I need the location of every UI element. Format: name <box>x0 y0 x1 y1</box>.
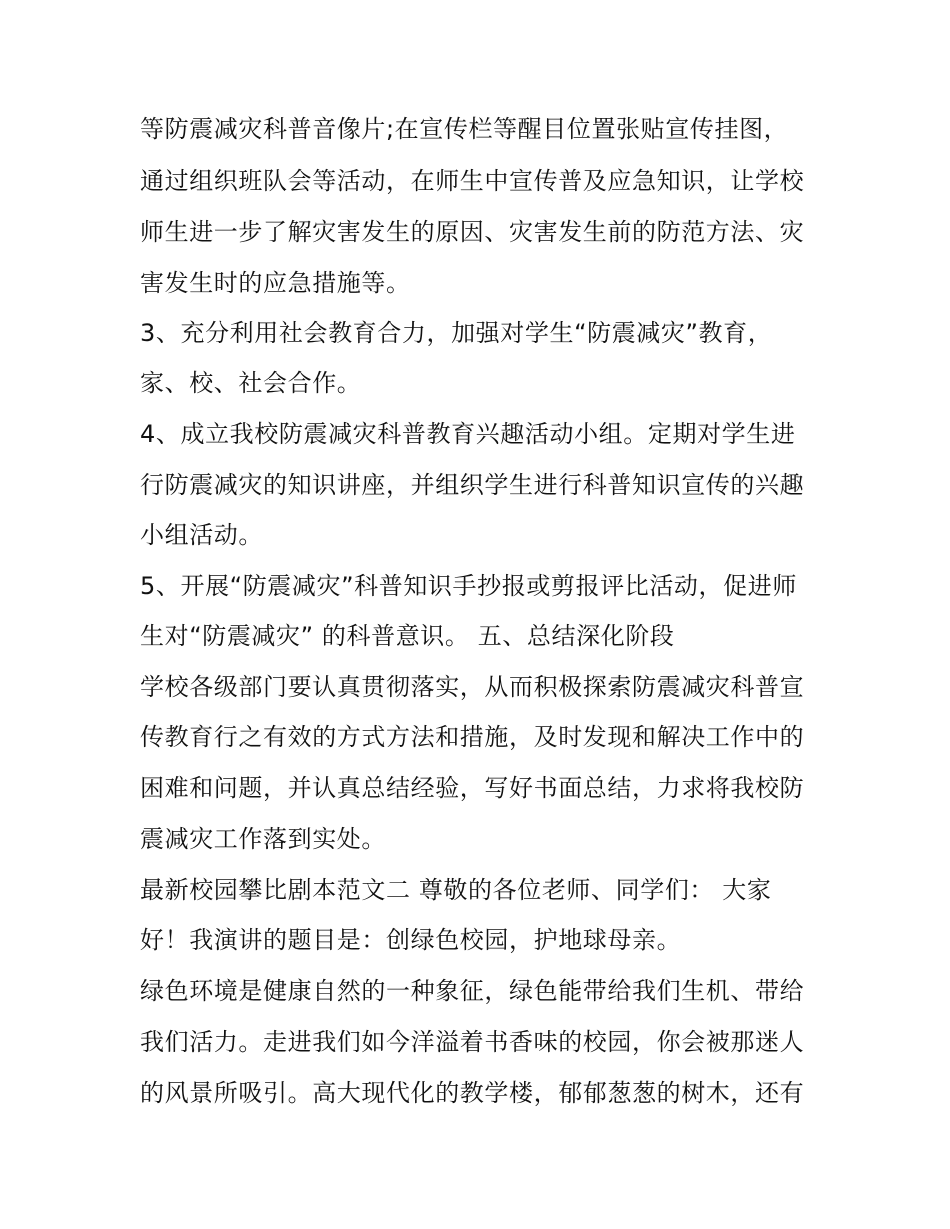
text-line: 好！我演讲的题目是：创绿色校园，护地球母亲。 <box>140 926 682 954</box>
text-line: 小组活动。 <box>140 521 263 549</box>
text-line: 的风景所吸引。高大现代化的教学楼，郁郁葱葱的树木，还有 <box>140 1079 805 1107</box>
text-line: 行防震减灾的知识讲座，并组织学生进行科普知识宣传的兴趣 <box>140 471 805 499</box>
text-line: 绿色环境是健康自然的一种象征，绿色能带给我们生机、带给 <box>140 977 805 1005</box>
text-line: 生对“防震减灾” 的科普意识。 五、总结深化阶段 <box>140 622 675 650</box>
text-line: 4、成立我校防震减灾科普教育兴趣活动小组。定期对学生进 <box>140 420 796 448</box>
text-line: 害发生时的应急措施等。 <box>140 269 411 297</box>
text-line: 最新校园攀比剧本范文二 尊敬的各位老师、同学们： 大家 <box>140 876 772 904</box>
text-line: 家、校、社会合作。 <box>140 369 362 397</box>
text-line: 3、充分利用社会教育合力，加强对学生“防震减灾”教育， <box>140 319 773 347</box>
text-line: 师生进一步了解灾害发生的原因、灾害发生前的防范方法、灾 <box>140 218 805 246</box>
text-line: 困难和问题，并认真总结经验，写好书面总结，力求将我校防 <box>140 774 805 802</box>
text-line: 震减灾工作落到实处。 <box>140 825 386 853</box>
text-line: 通过组织班队会等活动，在师生中宣传普及应急知识，让学校 <box>140 167 805 195</box>
text-line: 等防震减灾科普音像片;在宣传栏等醒目位置张贴宣传挂图， <box>140 115 789 143</box>
text-line: 5、开展“防震减灾”科普知识手抄报或剪报评比活动，促进师 <box>140 572 797 600</box>
text-line: 学校各级部门要认真贯彻落实，从而积极探索防震减灾科普宣 <box>140 673 805 701</box>
text-line: 我们活力。走进我们如今洋溢着书香味的校园，你会被那迷人 <box>140 1028 805 1056</box>
text-line: 传教育行之有效的方式方法和措施，及时发现和解决工作中的 <box>140 723 805 751</box>
